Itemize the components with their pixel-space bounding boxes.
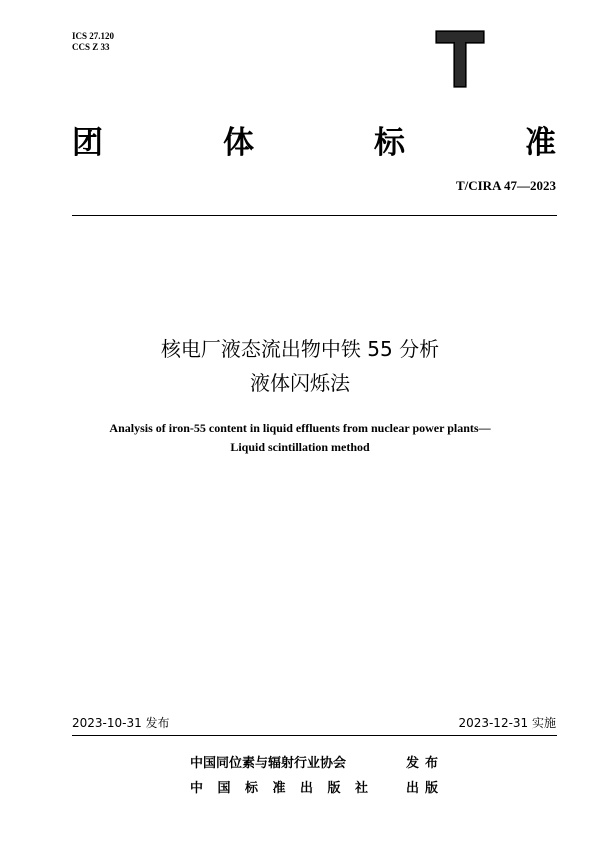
ccs-code: CCS Z 33 — [72, 42, 110, 52]
standard-number: T/CIRA 47—2023 — [455, 178, 556, 193]
title-english-line1: Analysis of iron-55 content in liquid effluents from nuclear power plants— — [109, 421, 491, 435]
implementation-date: 2023-12-31 实施 — [458, 716, 556, 730]
classification-codes — [72, 31, 114, 53]
t-logo-icon — [435, 30, 485, 88]
category-char: 团 — [72, 125, 103, 161]
press-role: 出版 — [406, 781, 445, 796]
category-char: 体 — [223, 125, 254, 161]
issuer-name: 中国同位素与辐射行业协会 — [190, 756, 347, 771]
standard-category — [72, 117, 556, 162]
issuer-role: 发布 — [406, 756, 445, 771]
title-chinese-line2: 液体闪烁法 — [250, 371, 350, 395]
press-name: 中国标准出版社 — [190, 781, 383, 796]
title-chinese-line1: 核电厂液态流出物中铁 55 分析 — [160, 337, 440, 361]
ics-code: ICS 27.120 — [72, 31, 115, 41]
bottom-divider — [72, 735, 557, 736]
category-char: 标 — [374, 125, 405, 161]
title-english-line2: Liquid scintillation method — [230, 440, 370, 454]
top-divider — [72, 215, 557, 216]
issue-date: 2023-10-31 发布 — [72, 716, 170, 730]
category-char: 准 — [525, 125, 556, 161]
